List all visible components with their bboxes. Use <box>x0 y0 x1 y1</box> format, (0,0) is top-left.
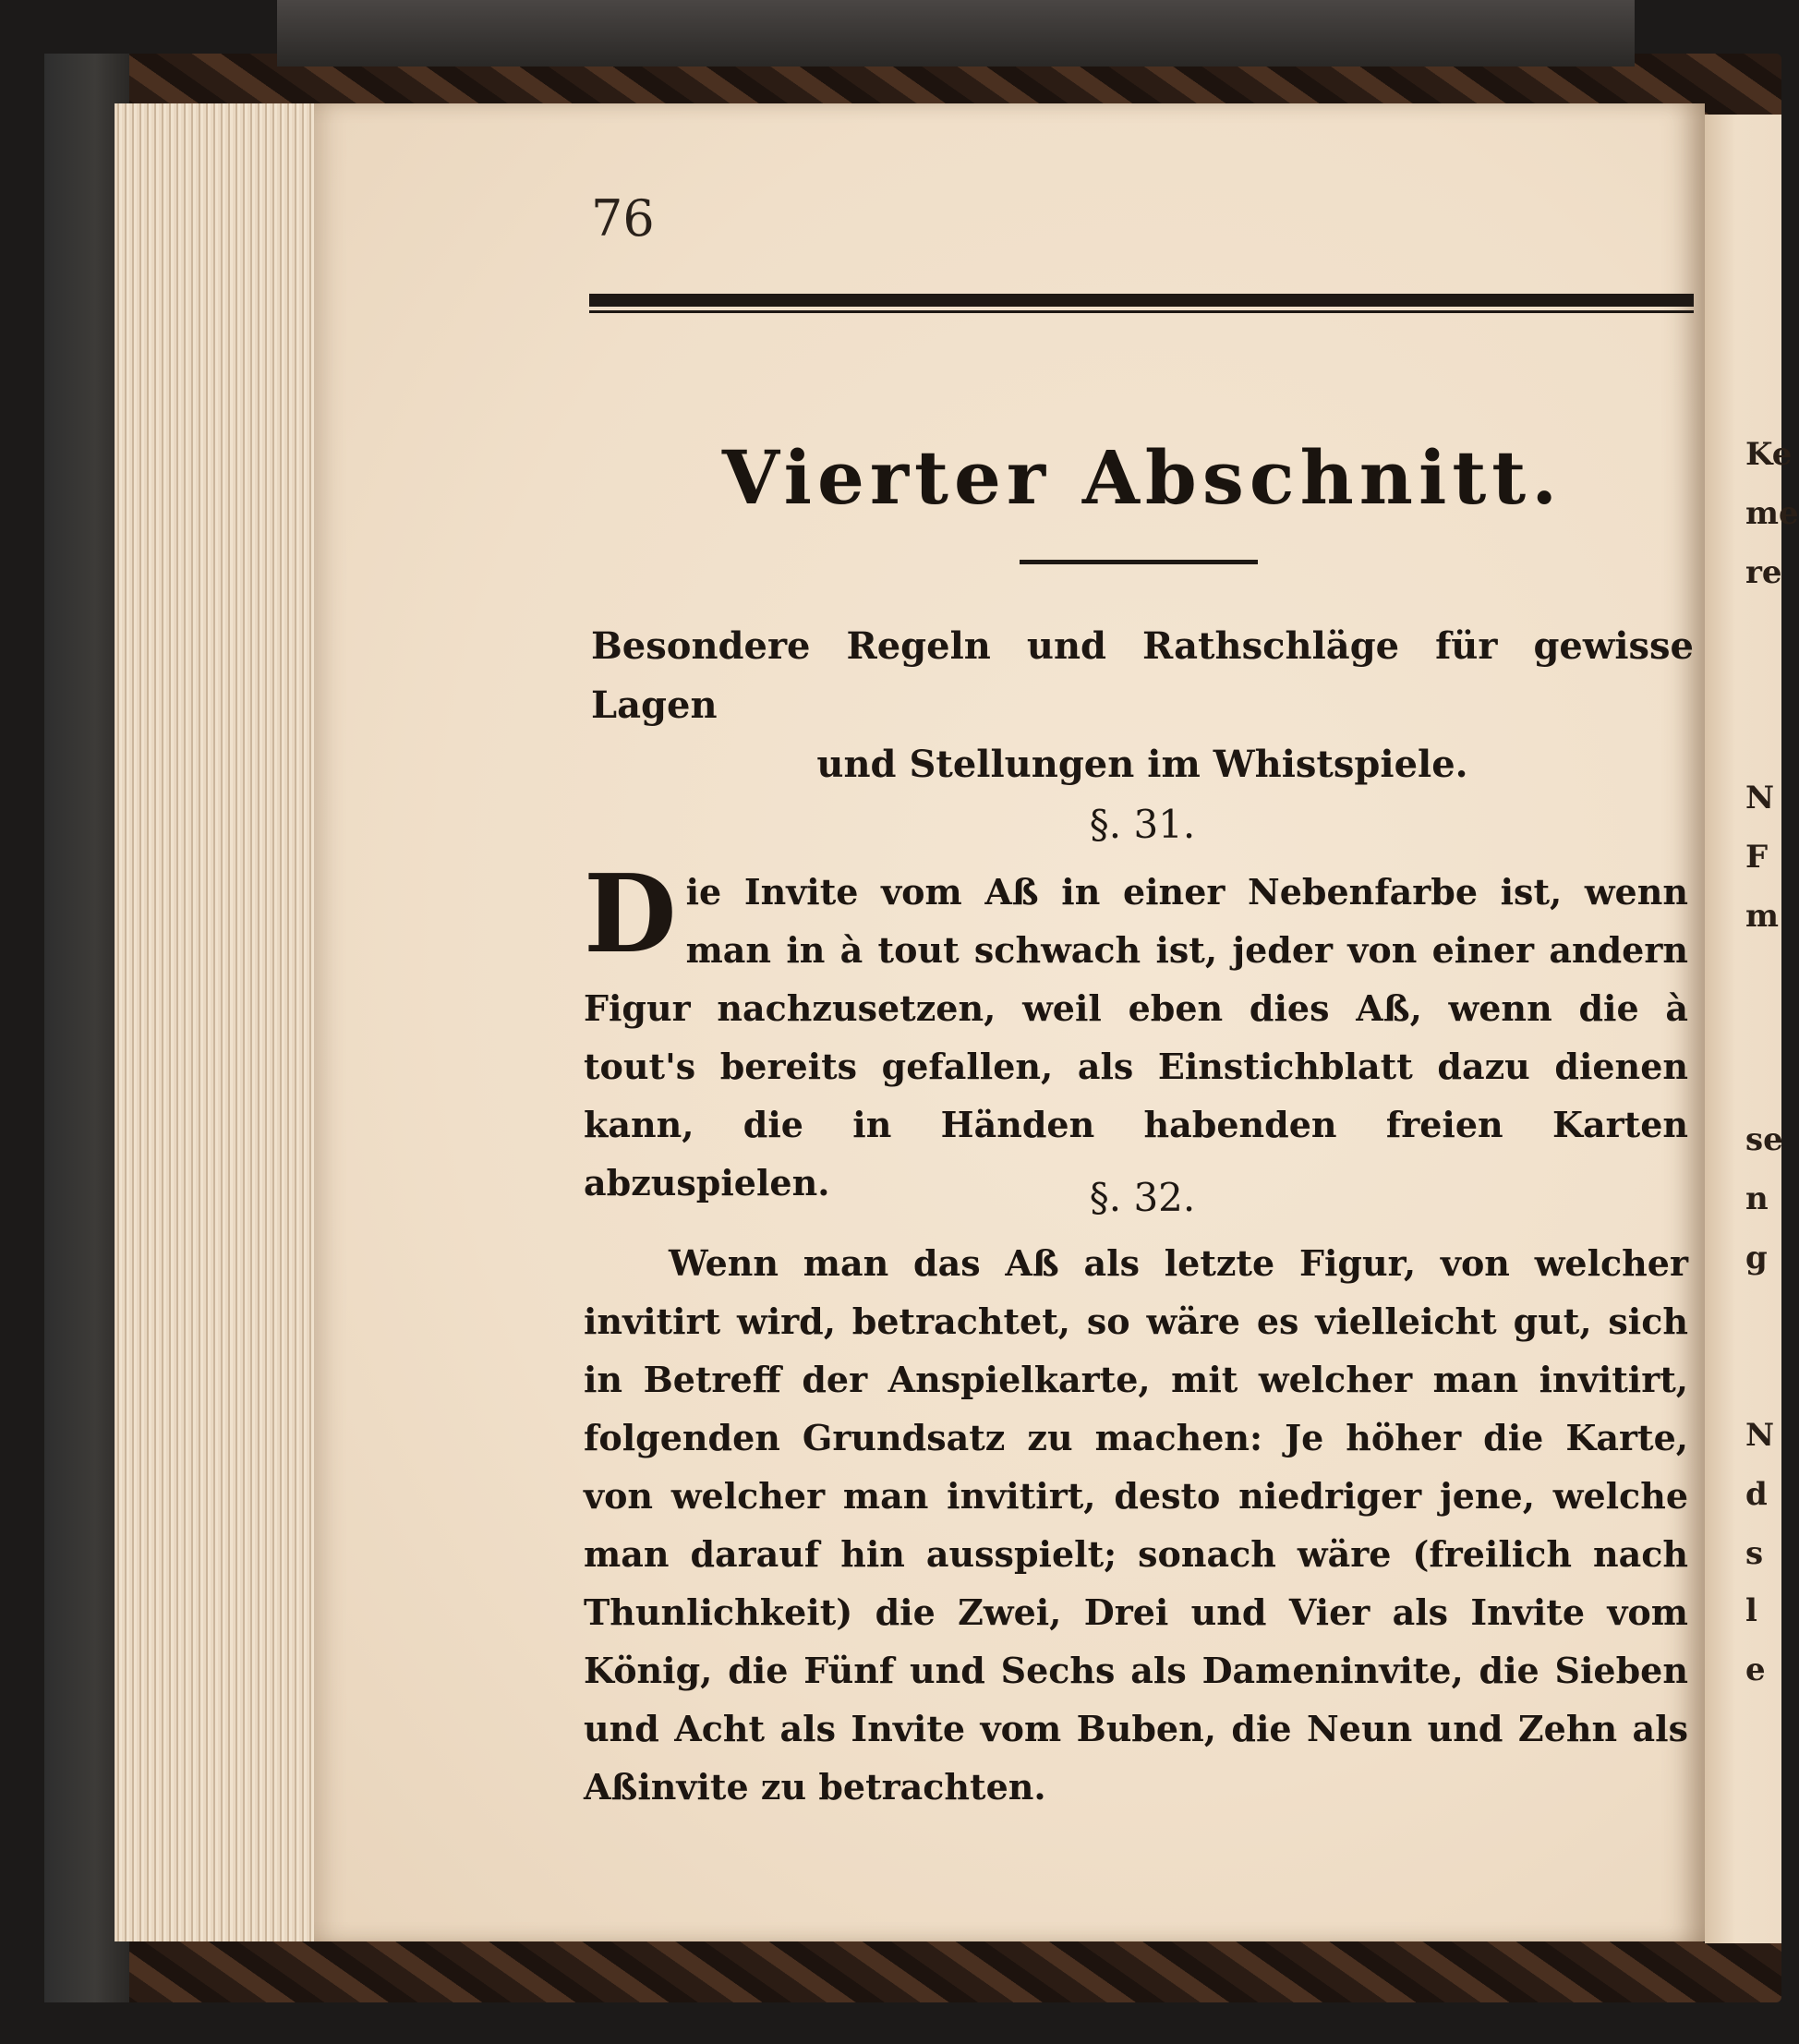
book-top-board <box>277 0 1635 67</box>
paragraph-31 <box>584 852 1688 1212</box>
facing-page-fragment: me <box>1745 495 1799 532</box>
facing-page-fragment: d <box>1745 1476 1768 1513</box>
title-divider <box>1020 560 1258 564</box>
drop-cap: D <box>584 852 677 977</box>
facing-page-fragment: N <box>1745 780 1775 816</box>
facing-page-fragment: se <box>1745 1121 1783 1158</box>
facing-page-fragment: m <box>1745 898 1779 935</box>
subtitle-line-2: und Stellungen im Whistspiele. <box>816 743 1468 786</box>
facing-page <box>1705 115 1799 1943</box>
page-stack-edges <box>115 103 324 1941</box>
header-rule-thin <box>589 310 1694 313</box>
paragraph-heading-32: §. 32. <box>1089 1175 1196 1220</box>
paragraph-heading-31: §. 31. <box>1089 802 1196 847</box>
section-subtitle <box>591 617 1694 794</box>
paragraph-31-text: ie Invite vom Aß in einer Nebenfarbe ist, wenn man in à tout schwach ist, jeder von einer andern Figur nachzusetzen, weil eben dies Aß, wenn die à tout's bereits gefallen, als Einstichblatt dazu dienen kann, die in Händen habenden freien Karten abzuspielen. <box>584 871 1688 1203</box>
facing-page-fragment: g <box>1745 1240 1768 1276</box>
facing-page-fragment: l <box>1745 1592 1757 1629</box>
subtitle-line-1: Besondere Regeln und Rathschläge für gewisse Lagen <box>591 624 1694 727</box>
facing-page-fragment: F <box>1745 839 1769 876</box>
facing-page-fragment: re <box>1745 554 1782 591</box>
section-title: Vierter Abschnitt. <box>721 434 1564 521</box>
facing-page-fragment: s <box>1745 1535 1764 1572</box>
page-number: 76 <box>591 189 655 248</box>
facing-page-fragment: Ke <box>1745 436 1793 473</box>
facing-page-fragment: N <box>1745 1417 1775 1454</box>
paragraph-32 <box>584 1234 1688 1816</box>
facing-page-fragment: e <box>1745 1651 1766 1688</box>
facing-page-fragment: n <box>1745 1180 1769 1217</box>
paragraph-32-text: Wenn man das Aß als letzte Figur, von welcher invitirt wird, betrachtet, so wäre es vielleicht gut, sich in Betreff der Anspielkarte, mit welcher man invitirt, folgenden Grundsatz zu machen: Je höher die Karte, von welcher man invitirt, desto niedriger jene, welche man darauf hin ausspielt; sonach wäre (freilich nach Thunlichkeit) die Zwei, Drei und Vier als Invite vom König, die Fünf und Sechs als Dameninvite, die Sieben und Acht als Invite vom Buben, die Neun und Zehn als Aßinvite zu betrachten. <box>584 1242 1688 1808</box>
header-rule <box>589 294 1694 307</box>
